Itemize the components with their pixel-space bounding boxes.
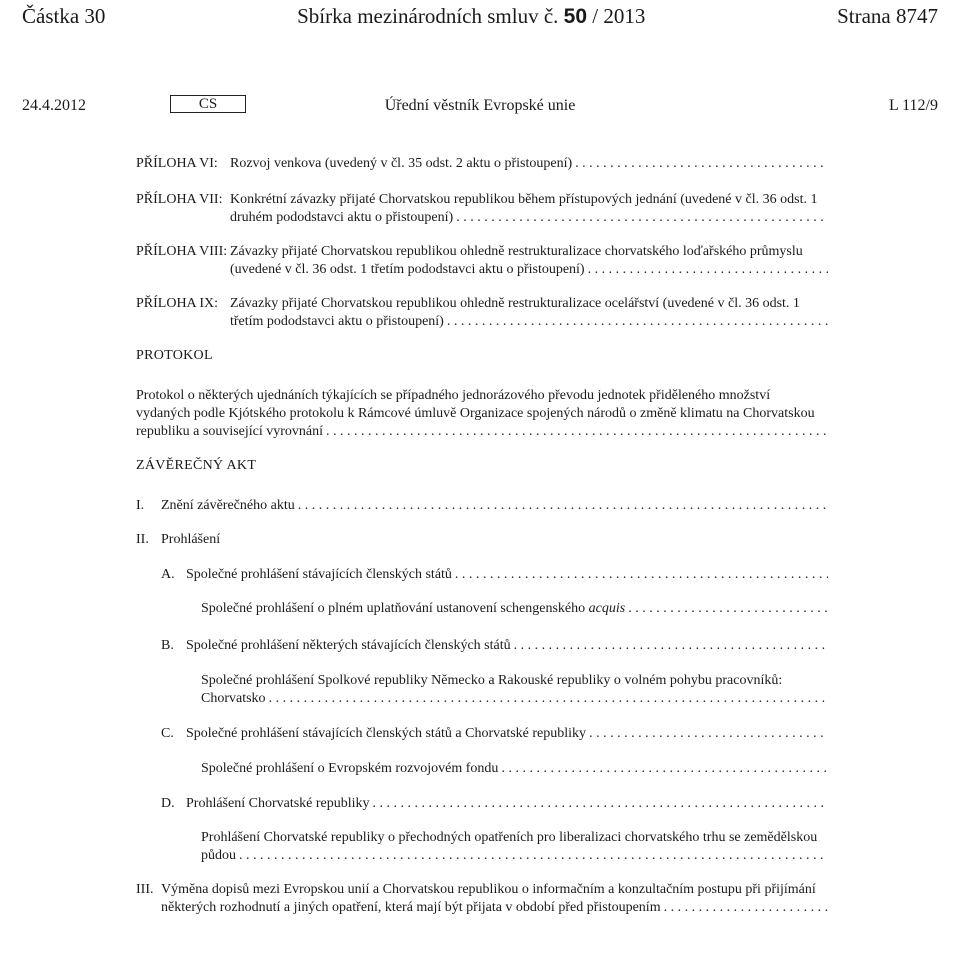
toc-entry-final-act-text[interactable] <box>136 497 828 515</box>
item-title: Prohlášení <box>161 532 221 547</box>
toc-entry-declarations <box>136 531 828 549</box>
dot-leader <box>298 497 828 515</box>
header-part: Částka 30 <box>22 3 106 28</box>
toc-entry-declaration-b[interactable] <box>136 637 828 655</box>
dot-leader <box>664 899 828 917</box>
toc-entry-exchange-of-letters[interactable] <box>136 881 828 917</box>
header-collection-title <box>297 4 645 29</box>
section-title: Společné prohlášení stávajících členských států <box>186 567 452 582</box>
declaration-title <box>201 600 628 618</box>
dot-leader <box>373 795 828 813</box>
section-title: Prohlášení Chorvatské republiky <box>186 796 370 811</box>
annex-title-line2: druhém pododstavci aktu o přistoupení) <box>230 210 454 225</box>
dot-leader <box>239 847 828 865</box>
journal-header <box>22 97 938 119</box>
item-title-line2: některých rozhodnutí a jiných opatření, která mají být přijata v období před přistoupením <box>161 900 661 915</box>
toc-entry-declaration-d[interactable] <box>136 795 828 813</box>
toc-entry-annex-ix[interactable] <box>136 295 828 331</box>
dot-leader <box>269 690 828 708</box>
declaration-title: Společné prohlášení o Evropském rozvojovém fondu <box>201 761 499 776</box>
declaration-title-line1: Prohlášení Chorvatské republiky o přechodných opatřeních pro liberalizaci chorvatského trhu se zemědělskou <box>201 830 818 845</box>
annex-title-line1: Závazky přijaté Chorvatskou republikou ohledně restrukturalizace chorvatského loďařského průmyslu <box>230 244 803 259</box>
protocol-title-line3: republiku a související vyrovnání <box>136 424 324 439</box>
dot-leader <box>628 600 828 618</box>
annex-title-line1: Závazky přijaté Chorvatskou republikou ohledně restrukturalizace ocelářství (uvedené v čl. 36 odst. 1 <box>230 296 800 311</box>
item-title: Znění závěrečného aktu <box>161 498 295 513</box>
toc-entry-annex-viii[interactable] <box>136 243 828 279</box>
protocol-heading: PROTOKOL <box>136 348 213 363</box>
toc-entry-declaration-a[interactable] <box>136 566 828 584</box>
toc-entry-declaration-c[interactable] <box>136 725 828 743</box>
declaration-title-line2: Chorvatsko <box>201 691 266 706</box>
dot-leader <box>575 155 828 173</box>
dot-leader <box>589 725 828 743</box>
item-number: I. <box>136 498 145 513</box>
annex-label: PŘÍLOHA VIII: <box>136 244 228 259</box>
annex-label: PŘÍLOHA IX: <box>136 296 219 311</box>
annex-title: Rozvoj venkova (uvedený v čl. 35 odst. 2 aktu o přistoupení) <box>230 156 573 171</box>
journal-title: Úřední věstník Evropské unie <box>384 97 576 114</box>
final-act-heading: ZÁVĚREČNÝ AKT <box>136 458 257 473</box>
collection-header <box>22 2 938 30</box>
item-title-line1: Výměna dopisů mezi Evropskou unií a Chorvatskou republikou o informačním a konzultačním postupu při přijímání <box>161 882 816 897</box>
declaration-title-line1: Společné prohlášení Spolkové republiky Německo a Rakouské republiky o volném pohybu pracovníků: <box>201 673 783 688</box>
dot-leader <box>447 313 828 331</box>
toc-entry-protocol[interactable] <box>136 387 828 441</box>
header-collection-name: Sbírka mezinárodních smluv č. <box>297 3 559 28</box>
journal-date: 24.4.2012 <box>22 97 86 114</box>
annex-title-line1: Konkrétní závazky přijaté Chorvatskou republikou během přístupových jednání (uvedené v čl. 36 odst. 1 <box>230 192 818 207</box>
toc-entry-declaration-d-1[interactable] <box>136 829 828 865</box>
dot-leader <box>588 261 828 279</box>
dot-leader <box>456 209 828 227</box>
annex-title-line2: třetím pododstavci aktu o přistoupení) <box>230 314 444 329</box>
protocol-title-line2: vydaných podle Kjótského protokolu k Rámcové úmluvě Organizace spojených národů o změně klimatu na Chorvatskou <box>136 406 815 421</box>
toc-entry-annex-vii[interactable] <box>136 191 828 227</box>
annex-title-line2: (uvedené v čl. 36 odst. 1 třetím pododstavci aktu o přistoupení) <box>230 262 585 277</box>
section-letter: B. <box>161 638 174 653</box>
dot-leader <box>514 637 828 655</box>
section-title: Společné prohlášení stávajících členských států a Chorvatské republiky <box>186 726 587 741</box>
declaration-italic-term: acquis <box>588 601 626 616</box>
journal-page-ref: L 112/9 <box>888 97 938 114</box>
toc-entry-declaration-b-1[interactable] <box>136 672 828 708</box>
dot-leader <box>326 423 828 441</box>
dot-leader <box>455 566 828 584</box>
declaration-title-line2: půdou <box>201 848 236 863</box>
item-number: II. <box>136 532 149 547</box>
item-number: III. <box>136 882 154 897</box>
annex-label: PŘÍLOHA VI: <box>136 156 218 171</box>
header-collection-number: 50 <box>563 4 588 28</box>
section-letter: A. <box>161 567 175 582</box>
toc-entry-annex-vi[interactable] <box>136 155 828 173</box>
header-collection-year: / 2013 <box>592 3 646 28</box>
language-box: CS <box>170 95 246 113</box>
dot-leader <box>501 760 828 778</box>
section-letter: C. <box>161 726 174 741</box>
annex-label: PŘÍLOHA VII: <box>136 192 223 207</box>
header-page: Strana 8747 <box>837 3 938 28</box>
section-letter: D. <box>161 796 175 811</box>
section-title: Společné prohlášení některých stávajících členských států <box>186 638 511 653</box>
toc-entry-declaration-a-1[interactable] <box>136 600 828 618</box>
declaration-text: Společné prohlášení o plném uplatňování ustanovení schengenského <box>201 601 586 616</box>
protocol-title-line1: Protokol o některých ujednáních týkajících se případného jednorázového převodu jednotek přiděleného množství <box>136 388 771 403</box>
toc-entry-declaration-c-1[interactable] <box>136 760 828 778</box>
